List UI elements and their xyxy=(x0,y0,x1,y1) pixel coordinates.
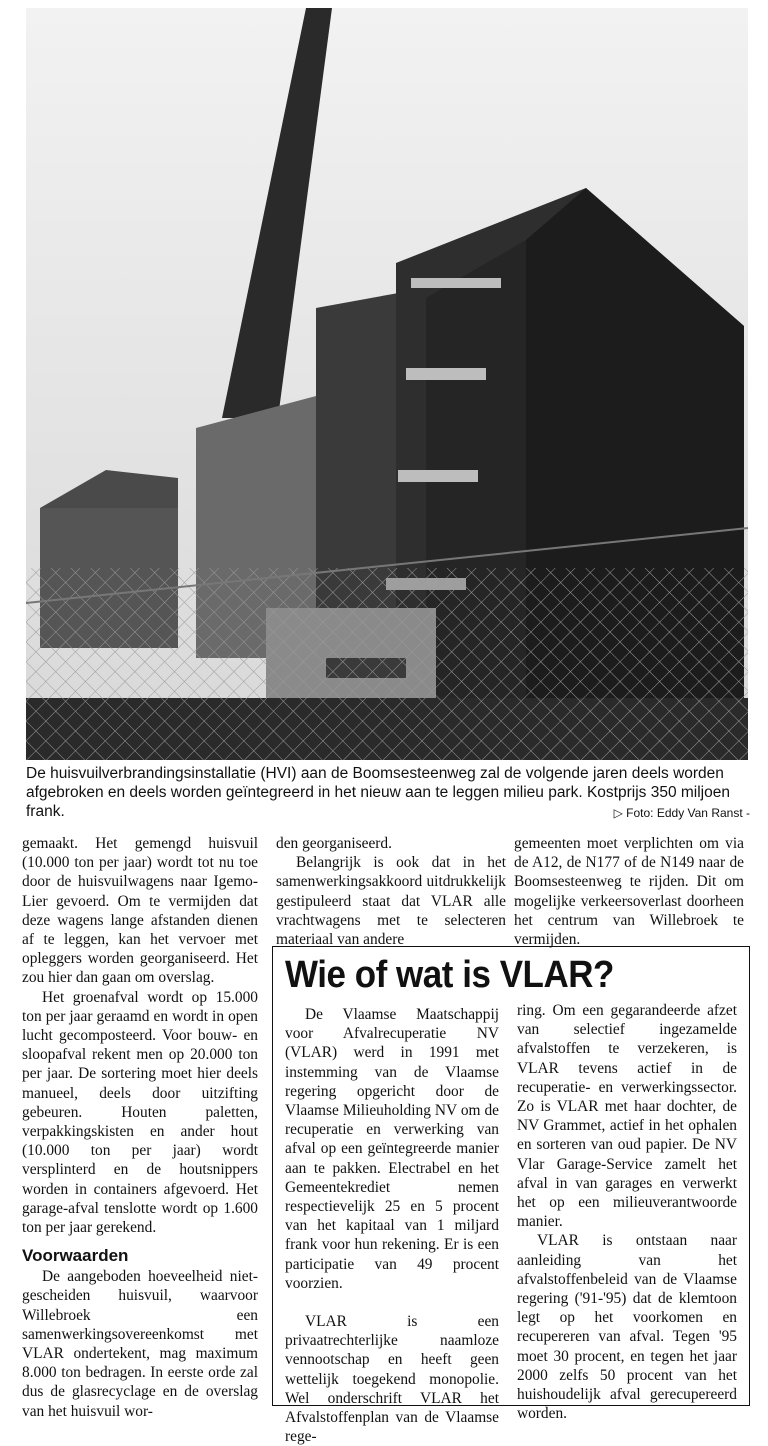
box-col1-paragraph-2: VLAR is een privaatrechterlijke naamloze vennootschap en heeft geen wettelijk toegekend monopolie. Wel onderschrift VLAR het Afvalstoffenplan van de Vlaamse rege- xyxy=(285,1313,499,1446)
sidebar-box-vlar xyxy=(272,946,750,1446)
box-col2-paragraph-2: VLAR is ontstaan naar aanleiding van het afvalstoffenbeleid van de Vlaamse regering ('91-'95) dat de klemtoon legt op het voorkomen en recupereren van afval. Tegen '95 moet 30 procent, en tegen het jaar 2000 zelfs 50 procent van het huishoudelijk afval gerecupereerd worden. xyxy=(517,1232,737,1423)
factory-photo xyxy=(26,8,748,760)
box-col1-paragraph-1: De Vlaamse Maatschappij voor Afvalrecuperatie NV (VLAR) werd in 1991 met instemming van de Vlaamse regering opgericht door de Vlaamse Milieuholding NV om de recuperatie en verwerking van afval op een geïntegreerde manier aan te pakken. Electrabel en het Gemeentekrediet nemen respectievelijk 25 en 5 procent van het kapitaal van 1 miljard frank voor hun rekening. Er is een participatie van 49 procent voorzien. xyxy=(285,1006,499,1292)
box-column-2 xyxy=(517,1001,737,1423)
caption-text: De huisvuilverbrandingsinstallatie (HVI) aan de Boomsesteenweg zal de volgende jaren deels worden afgebroken en deels worden geïntegreerd in het nieuw aan te leggen milieu park. Kostprijs 350 miljoen frank. xyxy=(26,765,730,820)
col1-paragraph-2: Het groenafval wordt op 15.000 ton per jaar geraamd en wordt in open lucht gecomposteerd. Voor bouw- en sloopafval rekent men op 20.000 ton per jaar. De sortering moet hier deels manueel, deels door uitzifting gebeuren. Houten paletten, verpakkingskisten en ander hout (10.000 ton per jaar) wordt versplinterd en de houtsnippers worden in containers afgevoerd. Het garage-afval tenslotte wordt op 1.600 ton per jaar gerekend. xyxy=(22,988,258,1237)
paragraph-gap xyxy=(285,1293,499,1312)
incinerator-building-illustration xyxy=(26,8,748,760)
box-column-1 xyxy=(285,1005,499,1446)
col2-paragraph-2: Belangrijk is ook dat in het samenwerkingsakkoord uitdrukkelijk gestipuleerd staat dat VLAR alle vrachtwagens met te selecteren materiaal van andere xyxy=(276,854,506,949)
col3-paragraph-1: gemeenten moet verplichten om via de A12, de N177 of de N149 naar de Boomsesteenweg te rijden. Dit om mogelijke verkeersoverlast doorheen het centrum van Willebroek te vermijden. xyxy=(514,835,744,949)
col1-paragraph-3: De aangeboden hoeveelheid niet-gescheiden huisvuil, waarvoor Willebroek een samenwerkingsovereenkomst met VLAR ondertekent, mag maximum 8.000 ton bedragen. In eerste orde zal dus de glasrecyclage en de overslag van het huisvuil wor- xyxy=(22,1268,258,1420)
box-col2-paragraph-1: ring. Om een gegarandeerde afzet van selectief ingezamelde afvalstoffen te verzekeren, is VLAR tevens actief in de recuperatie- en verwerkingssector. Zo is VLAR met haar dochter, de NV Grammet, actief in het ophalen en sorteren van oud papier. De NV Vlar Garage-Service zamelt het afval in van garages en verwerkt het op een milieuverantwoorde manier. xyxy=(517,1002,737,1231)
box-title: Wie of wat is VLAR? xyxy=(285,954,614,996)
subheading-voorwaarden: Voorwaarden xyxy=(22,1246,129,1266)
col2-paragraph-1: den georganiseerd. xyxy=(276,835,392,852)
photo-credit: ▷ Foto: Eddy Van Ranst - xyxy=(613,806,750,820)
col1-paragraph-1: gemaakt. Het gemengd huisvuil (10.000 ton per jaar) wordt tot nu toe door de huisvuilwagens naar Igemo-Lier gevoerd. Om te vermijden dat deze wagens lange afstanden dienen af te leggen, kan het vervoer met opleggers worden georganiseerd. Het zou hier dan gaan om overslag. xyxy=(22,835,258,987)
article-column-3 xyxy=(514,834,744,949)
article-column-2 xyxy=(276,834,506,949)
article-column-1 xyxy=(22,834,258,1421)
